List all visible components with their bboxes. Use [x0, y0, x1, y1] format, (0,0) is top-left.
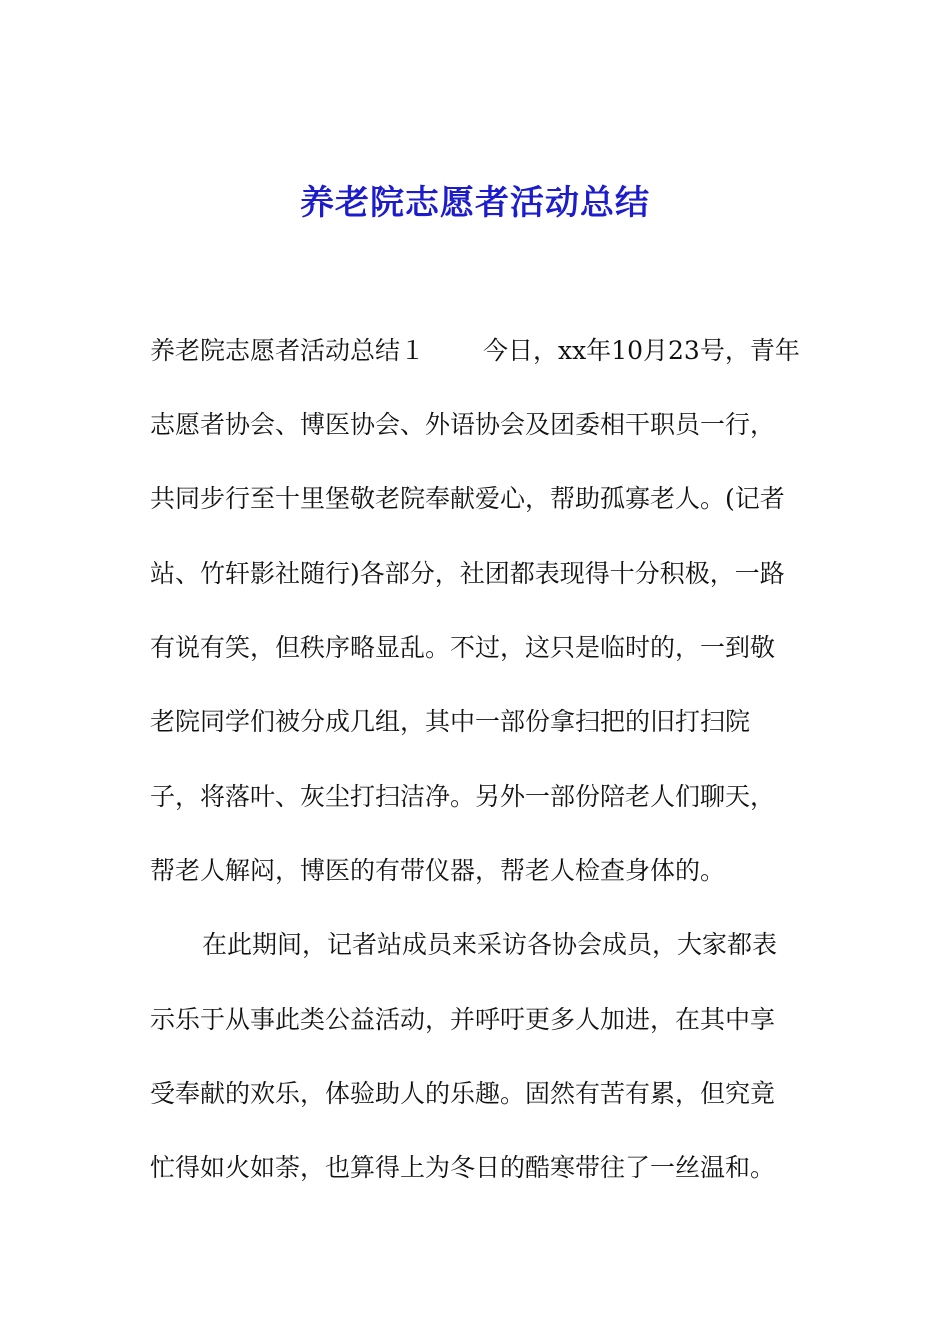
paragraph-2-line-3: 受奉献的欢乐，体验助人的乐趣。固然有苦有累，但究竟 — [150, 1079, 776, 1108]
paragraph-1-lead: 养老院志愿者活动总结１ — [150, 336, 426, 365]
paragraph-1-line-4: 站、竹轩影社随行)各部分，社团都表现得十分积极，一路 — [150, 559, 785, 588]
paragraph-1-line-3: 共同步行至十里堡敬老院奉献爱心，帮助孤寡老人。(记者 — [150, 484, 785, 513]
paragraph-2-line-4: 忙得如火如荼，也算得上为冬日的酷寒带往了一丝温和。 — [150, 1153, 776, 1182]
paragraph-1-line-1-text: 今日，xx年10月23号，青年 — [483, 336, 800, 365]
paragraph-1-line-5: 有说有笑，但秩序略显乱。不过，这只是临时的，一到敬 — [150, 633, 776, 662]
paragraph-2-line-2: 示乐于从事此类公益活动，并呼吁更多人加进，在其中享 — [150, 1005, 776, 1034]
paragraph-1-line-7: 子，将落叶、灰尘打扫洁净。另外一部份陪老人们聊天， — [150, 782, 776, 811]
paragraph-2-line-1: 在此期间，记者站成员来采访各协会成员，大家都表 — [202, 930, 778, 959]
document-title: 养老院志愿者活动总结 — [300, 183, 650, 223]
paragraph-1-line-6: 老院同学们被分成几组，其中一部份拿扫把的旧打扫院 — [150, 707, 751, 736]
paragraph-1-line-2: 志愿者协会、博医协会、外语协会及团委相干职员一行， — [150, 410, 776, 439]
paragraph-1-line-1 — [150, 331, 800, 371]
paragraph-1-line-8: 帮老人解闷，博医的有带仪器，帮老人检查身体的。 — [150, 856, 726, 885]
